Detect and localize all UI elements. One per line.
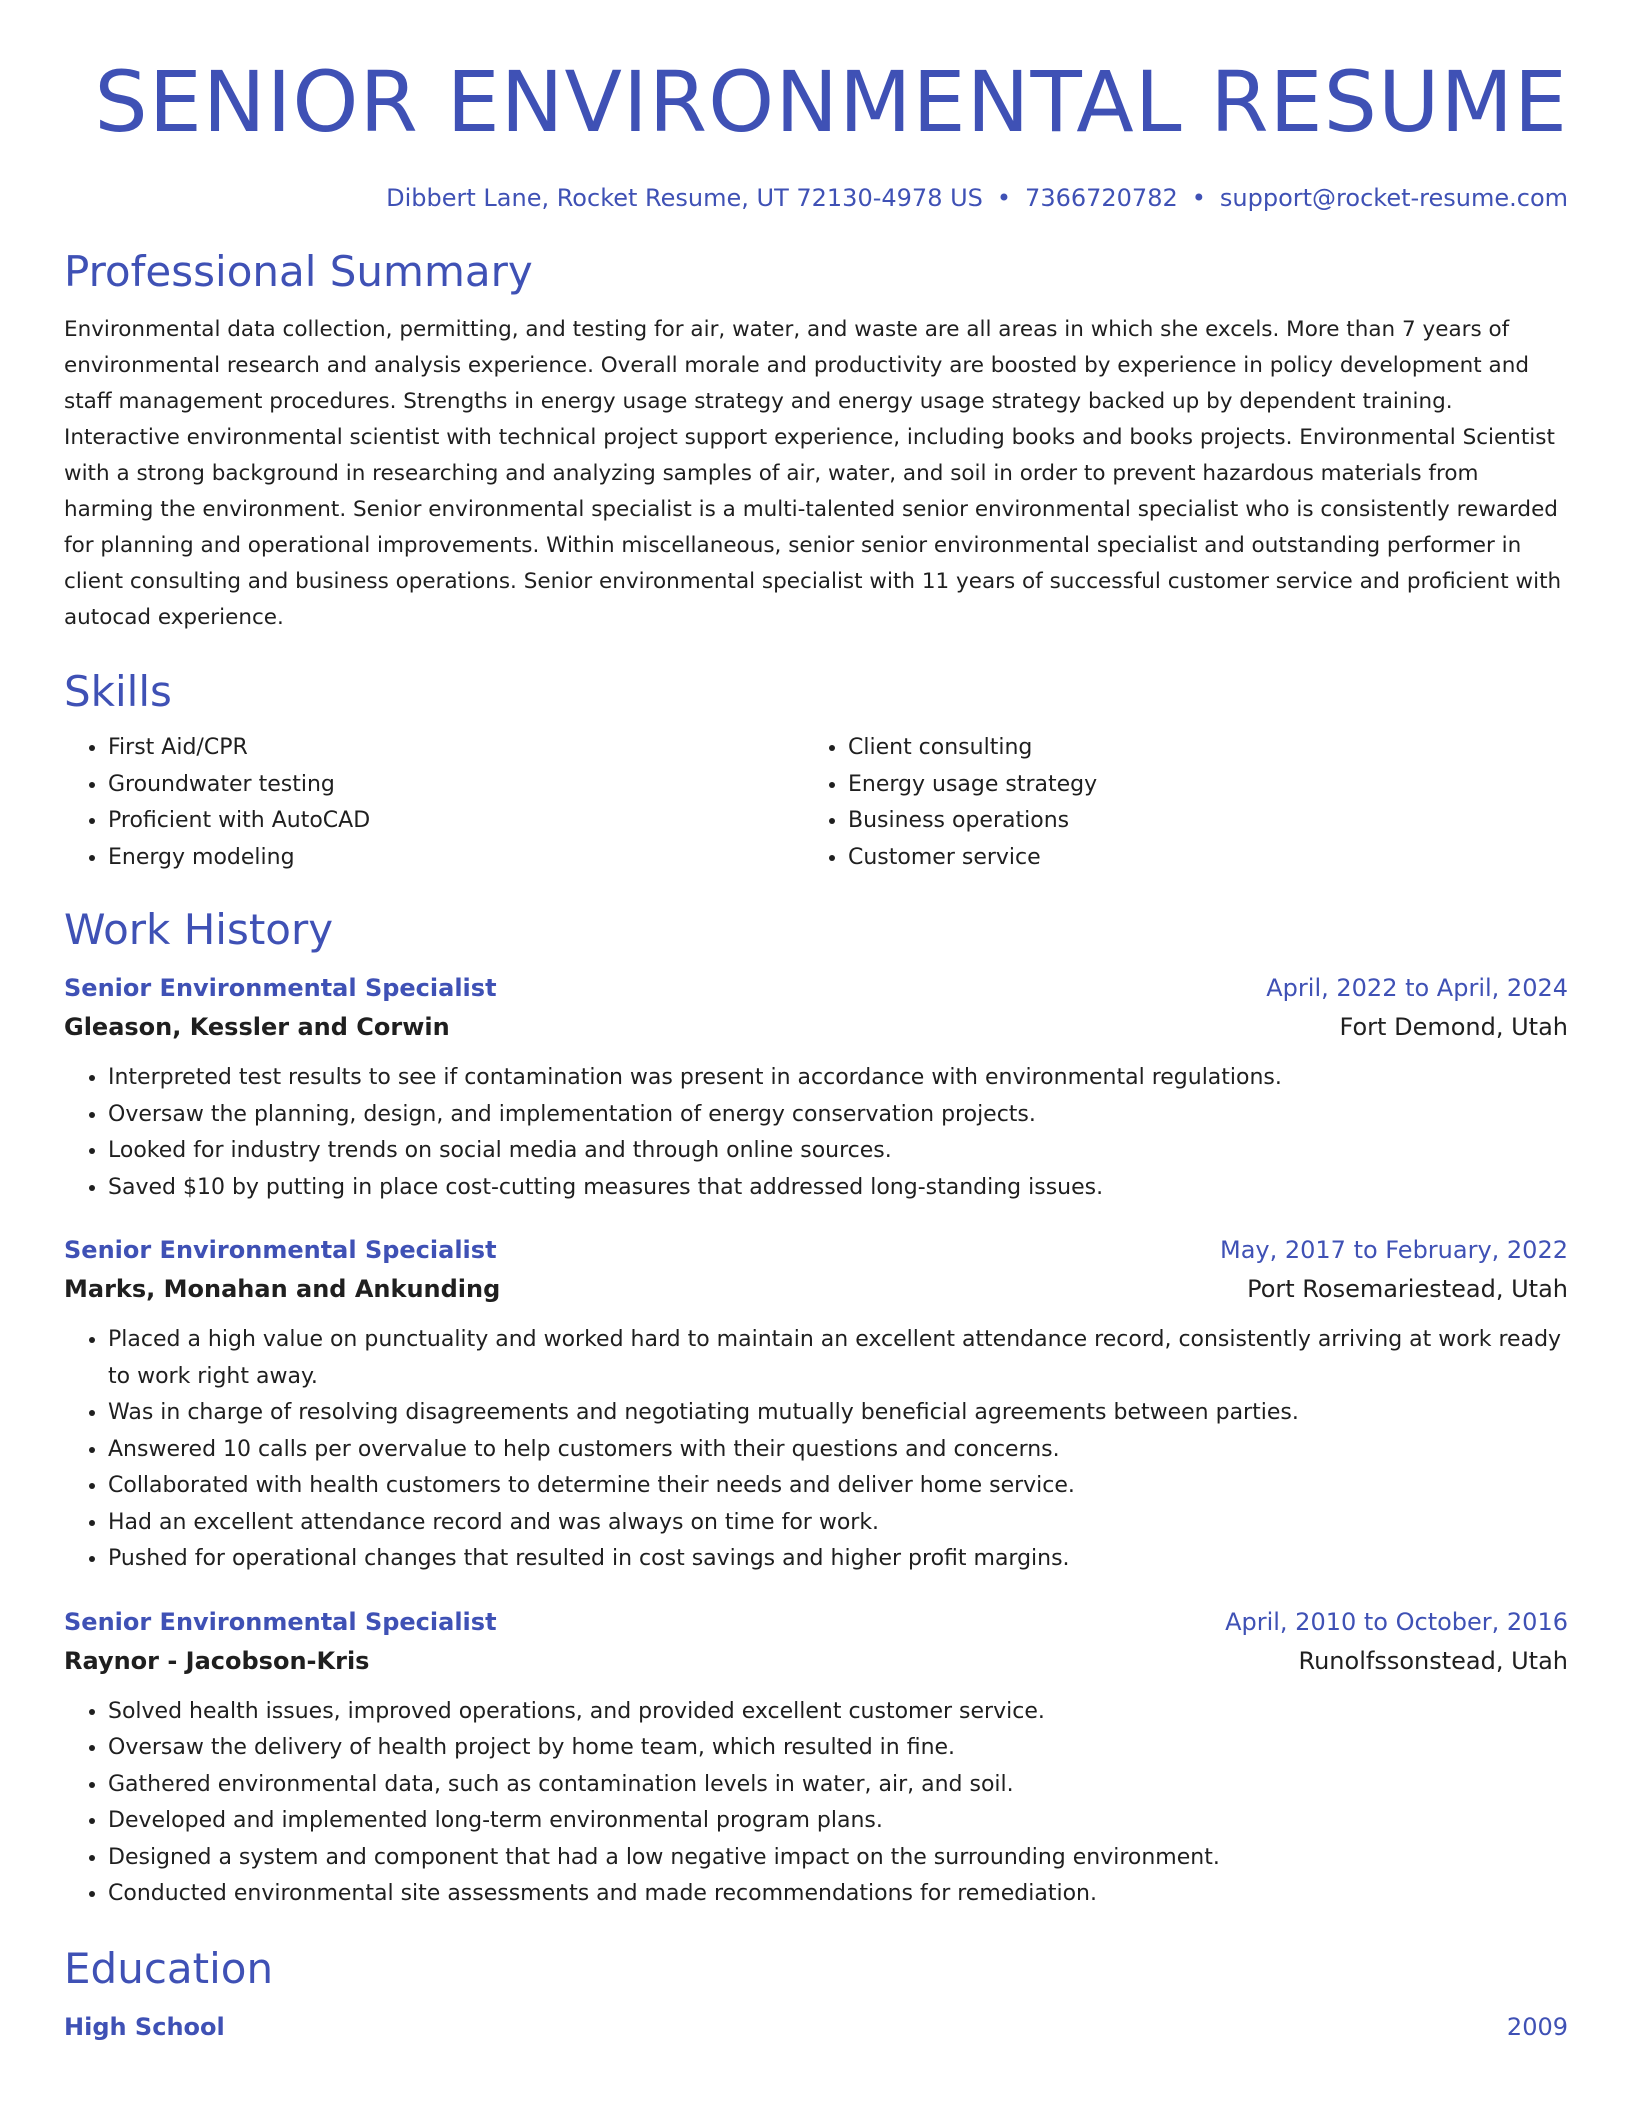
contact-email: support@rocket-resume.com bbox=[1219, 184, 1568, 212]
summary-section bbox=[64, 246, 1568, 636]
skills-columns bbox=[64, 730, 1568, 876]
job-dates: May, 2017 to February, 2022 bbox=[1220, 1236, 1568, 1264]
work-section bbox=[64, 904, 1568, 1913]
job-bullet: • Answered 10 calls per overvalue to help customers with their questions and concerns. bbox=[108, 1432, 1568, 1469]
job-bullet: • Gathered environmental data, such as contamination levels in water, air, and soil. bbox=[108, 1767, 1568, 1804]
job-bullet: • Looked for industry trends on social media and through online sources. bbox=[108, 1133, 1568, 1170]
job-location: Runolfssonstead, Utah bbox=[1298, 1646, 1568, 1675]
job-bullets bbox=[64, 1694, 1568, 1913]
resume-title: SENIOR ENVIRONMENTAL RESUME bbox=[94, 53, 1568, 151]
job-bullet: • Oversaw the planning, design, and implementation of energy conservation projects. bbox=[108, 1097, 1568, 1134]
job-subheader bbox=[64, 1270, 1568, 1308]
job-company: Gleason, Kessler and Corwin bbox=[64, 1013, 450, 1041]
skills-left-column bbox=[64, 730, 804, 876]
education-year: 2009 bbox=[1506, 2012, 1568, 2041]
job-company: Marks, Monahan and Ankunding bbox=[64, 1275, 501, 1303]
job-bullet: • Had an excellent attendance record and was always on time for work. bbox=[108, 1505, 1568, 1542]
job-bullet: • Oversaw the delivery of health project by home team, which resulted in fine. bbox=[108, 1730, 1568, 1767]
job-bullet: • Interpreted test results to see if contamination was present in accordance with environmental regulations. bbox=[108, 1060, 1568, 1097]
job-entry bbox=[64, 1230, 1568, 1578]
contact-separator: • bbox=[1191, 184, 1206, 212]
job-title: Senior Environmental Specialist bbox=[64, 1607, 497, 1636]
work-heading: Work History bbox=[64, 905, 334, 954]
summary-text: Environmental data collection, permitting, and testing for air, water, and waste are all areas in which she excels. More than 7 years of environmental research and analysis experience. Overall morale and productivity are boosted by experience in policy development and staff management procedures. Strengths in energy usage strategy and energy usage strategy backed up by dependent training. Interactive environmental scientist with technical project support experience, including books and books projects. Environmental Scientist with a strong background in researching and analyzing samples of air, water, and soil in order to prevent hazardous materials from harming the environment. Senior environmental specialist is a multi-talented senior environmental specialist who is consistently rewarded for planning and operational improvements. Within miscellaneous, senior senior environmental specialist and outstanding performer in client consulting and business operations. Senior environmental specialist with 11 years of successful customer service and proficient with autocad experience. bbox=[64, 317, 1562, 630]
skill-item: • Business operations bbox=[848, 803, 1544, 840]
skill-item: • First Aid/CPR bbox=[108, 730, 804, 767]
skill-item: • Energy modeling bbox=[108, 840, 804, 877]
job-title: Senior Environmental Specialist bbox=[64, 974, 497, 1002]
skill-item: • Groundwater testing bbox=[108, 767, 804, 804]
job-subheader bbox=[64, 1642, 1568, 1680]
skills-left-list bbox=[64, 730, 804, 876]
job-bullet: • Saved $10 by putting in place cost-cutting measures that addressed long-standing issues. bbox=[108, 1170, 1568, 1207]
job-bullets bbox=[64, 1322, 1568, 1578]
job-dates: April, 2010 to October, 2016 bbox=[1225, 1607, 1568, 1636]
job-bullet: • Designed a system and component that had a low negative impact on the surrounding environment. bbox=[108, 1840, 1568, 1877]
skills-section bbox=[64, 666, 1568, 876]
job-company: Raynor - Jacobson-Kris bbox=[64, 1646, 370, 1675]
job-location: Port Rosemariestead, Utah bbox=[1247, 1275, 1568, 1303]
job-header bbox=[64, 1602, 1568, 1642]
job-bullet: • Solved health issues, improved operations, and provided excellent customer service. bbox=[108, 1694, 1568, 1731]
job-bullet: • Developed and implemented long-term environmental program plans. bbox=[108, 1803, 1568, 1840]
skills-right-list bbox=[804, 730, 1544, 876]
skill-item: • Proficient with AutoCAD bbox=[108, 803, 804, 840]
job-location: Fort Demond, Utah bbox=[1339, 1013, 1568, 1041]
job-entry bbox=[64, 968, 1568, 1206]
education-section bbox=[64, 1943, 1568, 2047]
job-header bbox=[64, 1230, 1568, 1270]
job-bullet: • Conducted environmental site assessments and made recommendations for remediation. bbox=[108, 1876, 1568, 1913]
education-degree: High School bbox=[64, 2012, 225, 2041]
job-bullets bbox=[64, 1060, 1568, 1206]
contact-line bbox=[64, 180, 1568, 216]
job-header bbox=[64, 968, 1568, 1008]
job-bullet: • Pushed for operational changes that resulted in cost savings and higher profit margins. bbox=[108, 1541, 1568, 1578]
skills-heading: Skills bbox=[64, 667, 172, 716]
job-bullet: • Collaborated with health customers to determine their needs and deliver home service. bbox=[108, 1468, 1568, 1505]
education-entry bbox=[64, 2007, 1568, 2047]
job-subheader bbox=[64, 1008, 1568, 1046]
job-entry bbox=[64, 1602, 1568, 1913]
job-bullet: • Placed a high value on punctuality and worked hard to maintain an excellent attendance record, consistently arriving at work ready to work right away. bbox=[108, 1322, 1568, 1395]
summary-heading: Professional Summary bbox=[64, 247, 533, 296]
skill-item: • Energy usage strategy bbox=[848, 767, 1544, 804]
contact-separator: • bbox=[996, 184, 1012, 212]
job-title: Senior Environmental Specialist bbox=[64, 1236, 497, 1264]
education-heading: Education bbox=[64, 1943, 274, 1993]
job-dates: April, 2022 to April, 2024 bbox=[1266, 974, 1568, 1002]
skill-item: • Client consulting bbox=[848, 730, 1544, 767]
resume-header bbox=[64, 52, 1568, 216]
skill-item: • Customer service bbox=[848, 840, 1544, 877]
contact-address: Dibbert Lane, Rocket Resume, UT 72130-4978 US bbox=[386, 184, 983, 212]
job-bullet: • Was in charge of resolving disagreements and negotiating mutually beneficial agreements between parties. bbox=[108, 1395, 1568, 1432]
skills-right-column bbox=[804, 730, 1544, 876]
contact-phone: 7366720782 bbox=[1025, 184, 1178, 212]
